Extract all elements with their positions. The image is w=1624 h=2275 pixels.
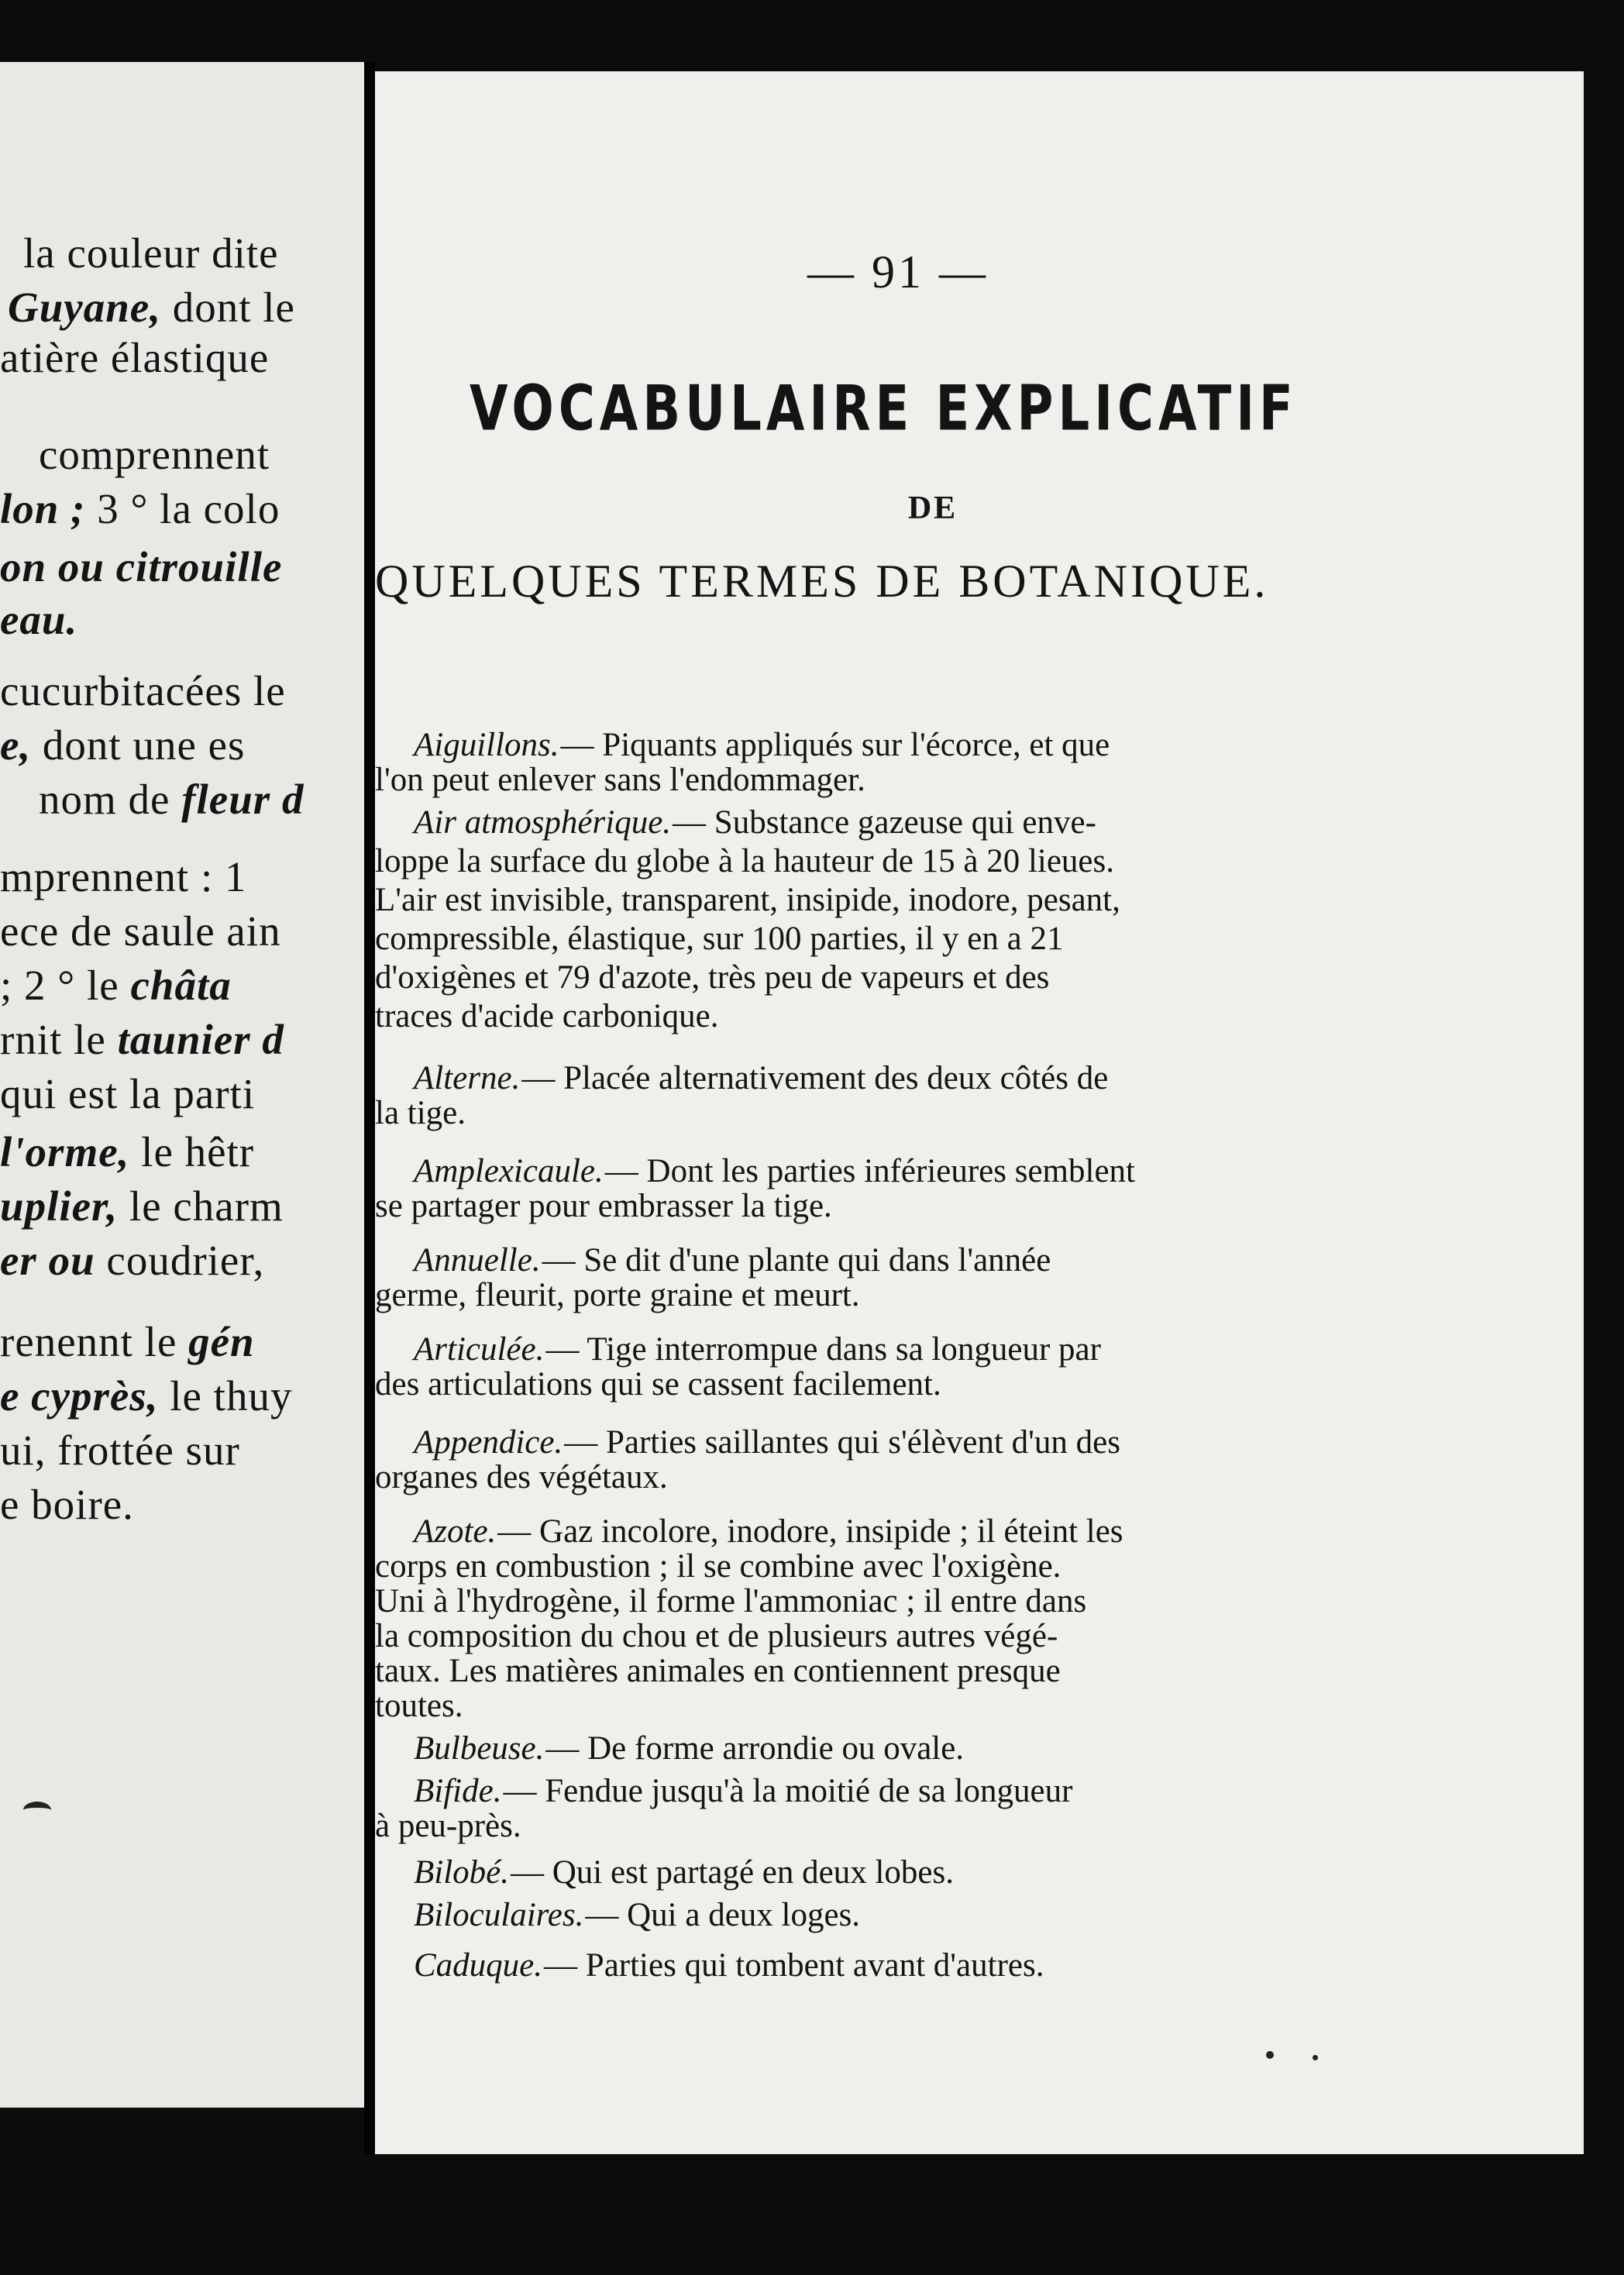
left-page-line [0,721,245,769]
left-page-plain-text: dont une es [31,721,246,769]
left-page-line [0,1127,254,1176]
glossary-definition: Piquants appliqués sur l'écorce, et que [594,727,1110,763]
left-page-line [8,283,295,332]
glossary-term: Bilobé. [414,1854,509,1891]
left-page-plain-text: rnit le [0,1016,118,1063]
glossary-term: Bulbeuse. [414,1730,545,1767]
glossary-entry-continuation: loppe la surface du globe à la hauteur de 15 à 20 lieues. [375,843,1114,879]
left-page-line [0,1182,284,1230]
left-page-line [0,595,77,644]
left-page-italic-text: e, [0,721,32,769]
left-page-plain-text: atière élastique [0,334,270,381]
page-title: VOCABULAIRE EXPLICATIF [470,373,1298,446]
glossary-entry-continuation: l'on peut enlever sans l'endommager. [375,762,865,798]
left-page-plain-text: ece de saule ain [0,907,281,955]
glossary-entry [375,1513,1123,1551]
glossary-entry [375,1946,1044,1985]
glossary-entry-continuation: organes des végétaux. [375,1459,668,1495]
left-page-line [0,666,286,715]
glossary-term: Annuelle. [414,1242,541,1279]
left-page-italic-text: l'orme, [0,1128,130,1175]
left-page-line [0,852,246,901]
glossary-entry-continuation: traces d'acide carbonique. [375,998,719,1034]
glossary-term: Amplexicaule. [414,1153,604,1189]
term-separator: — [560,727,594,763]
glossary-entry [375,1059,1108,1098]
left-page-plain-text: mprennent : 1 [0,853,247,900]
glossary-term: Aiguillons. [414,727,559,763]
glossary-entry-continuation: L'air est invisible, transparent, insipide, inodore, pesant, [375,882,1120,918]
book-spine [364,62,375,2154]
left-page-italic-text: fleur d [181,776,304,823]
term-separator: — [544,1947,578,1984]
term-separator: — [503,1773,537,1809]
left-page-line [0,542,282,591]
left-page-line [23,229,279,277]
glossary-entry-continuation: Uni à l'hydrogène, il forme l'ammoniac ; il entre dans [375,1583,1087,1619]
glossary-entry-continuation: germe, fleurit, porte graine et meurt. [375,1277,860,1313]
glossary-definition: De forme arrondie ou ovale. [579,1730,965,1767]
left-page-line [39,430,270,479]
glossary-definition: Gaz incolore, inodore, insipide ; il éteint les [531,1513,1123,1550]
glossary-entry-continuation: la tige. [375,1095,466,1131]
glossary-entry [375,1241,1051,1280]
left-page-plain-text: le charm [118,1182,284,1230]
end-mark [23,1802,51,1819]
glossary-term: Articulée. [414,1331,545,1368]
page-number: — 91 — [807,246,989,298]
glossary-term: Air atmosphérique. [414,804,672,841]
glossary-entry-continuation: compressible, élastique, sur 100 parties, il y en a 21 [375,921,1064,957]
left-page-line [0,1480,134,1529]
left-page-italic-text: uplier, [0,1182,119,1230]
glossary-definition: Qui est partagé en deux lobes. [544,1854,954,1891]
term-separator: — [545,1730,580,1767]
glossary-definition: Parties qui tombent avant d'autres. [577,1947,1044,1984]
glossary-entry [375,1423,1120,1462]
glossary-term: Azote. [414,1513,497,1550]
term-separator: — [542,1242,576,1279]
glossary-entry-continuation: des articulations qui se cassent facilement. [375,1366,941,1403]
ink-speck [1266,2051,1274,2059]
glossary-term: Alterne. [414,1060,521,1096]
left-page-line [0,333,269,382]
left-page-line [0,484,280,533]
glossary-entry-continuation: taux. Les matières animales en contiennent presque [375,1653,1061,1689]
glossary-term: Appendice. [414,1424,563,1461]
term-separator: — [511,1854,544,1891]
glossary-definition: Se dit d'une plante qui dans l'année [575,1242,1051,1279]
left-page-line [0,1426,240,1475]
glossary-entry [375,1152,1135,1191]
left-page-italic-text: lon ; [0,485,86,532]
left-page-plain-text: cucurbitacées le [0,667,286,714]
glossary-entry [375,726,1110,765]
left-page-italic-text: e cyprès, [0,1372,159,1420]
glossary-entry-continuation: la composition du chou et de plusieurs autres végé- [375,1618,1058,1654]
page-91 [375,71,1584,2154]
left-page-italic-text: eau. [0,596,78,643]
left-page-plain-text: ; 2 ° le [0,962,131,1009]
left-page-plain-text: le thuy [158,1372,293,1420]
glossary-entry-continuation: à peu-près. [375,1808,521,1844]
glossary-term: Bifide. [414,1773,502,1809]
glossary-definition: Dont les parties inférieures semblent [638,1153,1135,1189]
left-page-italic-text: châta [130,962,232,1009]
glossary-definition: Parties saillantes qui s'élèvent d'un des [597,1424,1120,1461]
glossary-term: Caduque. [414,1947,543,1984]
left-page-italic-text: on ou citrouille [0,543,283,590]
glossary-entry [375,1772,1072,1811]
left-page-line [0,1372,292,1420]
left-page-text [0,62,364,2108]
glossary-entry-continuation: d'oxigènes et 79 d'azote, très peu de vapeurs et des [375,959,1050,996]
glossary-definition: Qui a deux loges. [618,1897,861,1933]
term-separator: — [585,1897,619,1933]
term-separator: — [521,1060,556,1096]
left-page-line [0,961,232,1010]
glossary-entry-continuation: corps en combustion ; il se combine avec l'oxigène. [375,1548,1061,1585]
left-page-plain-text: e boire. [0,1481,134,1528]
glossary-term: Biloculaires. [414,1897,584,1933]
glossary-definition: Placée alternativement des deux côtés de [555,1060,1109,1096]
term-separator: — [564,1424,598,1461]
left-page-plain-text: la couleur dite [23,229,279,277]
left-page-plain-text: ui, frottée sur [0,1427,240,1474]
left-page-line [0,907,281,955]
ink-speck [1313,2055,1318,2060]
glossary-definition: Fendue jusqu'à la moitié de sa longueur [536,1773,1073,1809]
left-page-plain-text: comprennent [39,431,270,478]
glossary-entry [375,1729,964,1768]
glossary-definition: Substance gazeuse qui enve- [706,804,1096,841]
page-title-connector: DE [907,490,958,526]
left-page-plain-text: le hêtr [129,1128,255,1175]
left-page-line [0,1015,284,1064]
left-page-line [0,1069,255,1118]
left-page-italic-text: taunier d [117,1016,284,1063]
left-page-italic-text: Guyane, [8,284,161,331]
glossary-definition: Tige interrompue dans sa longueur par [579,1331,1101,1368]
left-page-line [39,775,304,824]
left-page-plain-text: dont le [160,284,295,331]
term-separator: — [673,804,707,841]
page-subtitle: QUELQUES TERMES DE BOTANIQUE. [375,556,1269,607]
glossary-entry [375,1330,1101,1369]
glossary-entry-continuation: toutes. [375,1688,463,1724]
left-page-plain-text: renennt le [0,1318,189,1365]
glossary-entries [375,71,1584,2154]
left-page-plain-text: qui est la parti [0,1070,256,1117]
left-page-plain-text: coudrier, [95,1237,265,1284]
left-page-line [0,1236,264,1285]
term-separator: — [545,1331,580,1368]
glossary-entry [375,804,1096,842]
glossary-entry [375,1853,954,1892]
left-page-plain-text: nom de [39,776,182,823]
left-page-italic-text: er ou [0,1237,95,1284]
term-separator: — [497,1513,532,1550]
term-separator: — [604,1153,638,1189]
left-page-italic-text: gén [188,1318,255,1365]
glossary-entry [375,1896,860,1935]
left-page-fragment [0,62,364,2108]
left-page-plain-text: 3 ° la colo [85,485,280,532]
left-page-line [0,1317,255,1366]
glossary-entry-continuation: se partager pour embrasser la tige. [375,1188,832,1224]
